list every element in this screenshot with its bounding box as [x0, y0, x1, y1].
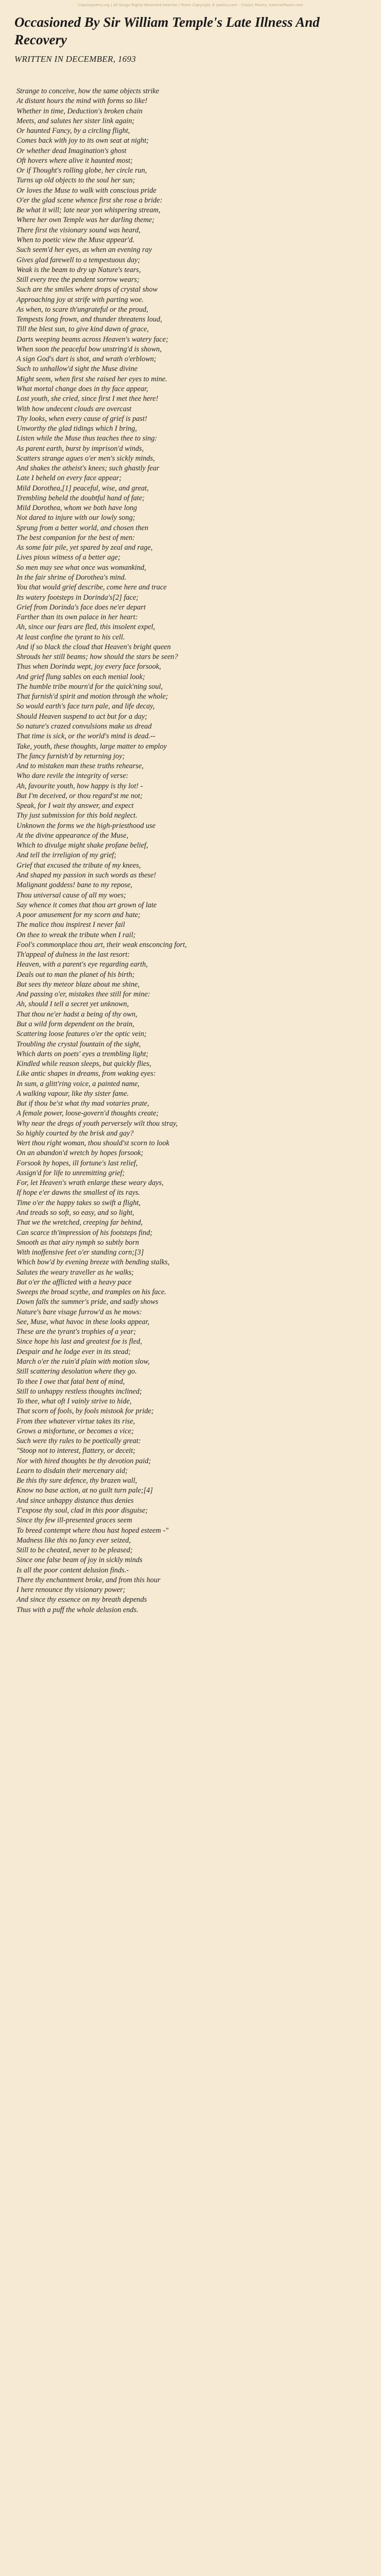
poem-line: I here renounce thy visionary power; [16, 1586, 126, 1595]
poem-line: Assign'd for life to unremitting grief; [16, 1168, 125, 1177]
poem-line: There thy enchantment broke, and from this hour [16, 1575, 161, 1584]
poem-line: So nature's crazed convulsions make us dread [16, 722, 152, 731]
poem-line: Still scattering desolation where they go. [16, 1367, 137, 1376]
poem-line: Approaching joy at strife with parting woe. [16, 295, 144, 304]
poem-line: Thus when Dorinda wept, joy every face forsook, [16, 663, 161, 671]
poem-line: And shaped my passion in such words as these! [16, 871, 157, 879]
poem-line: Which darts on poets' eyes a trembling light; [16, 1049, 149, 1058]
poem-line: When soon the peaceful bow unstring'd is shown, [16, 345, 162, 353]
poem-line: The best companion for the best of men: [16, 533, 135, 542]
poem-line: At distant hours the mind with forms so like! [16, 97, 148, 106]
poem-line: Speak, for I wait thy answer, and expect [16, 802, 134, 810]
poem-line: And treads so soft, so easy, and so light, [16, 1209, 134, 1217]
poem-line: Or whether dead Imagination's ghost [16, 146, 127, 155]
poem-line: Nor with hired thoughts be thy devotion paid; [16, 1456, 151, 1465]
poem-line: Grows a misfortune, or becomes a vice; [16, 1427, 134, 1435]
poem-line: Where her own Temple was her darling theme; [16, 216, 154, 225]
poem-line: Till the blest sun, to give kind dawn of grace, [16, 325, 149, 334]
poem-line: And tell the irreligion of my grief; [16, 851, 117, 860]
poem-line: Since one false beam of joy in sickly minds [16, 1556, 143, 1565]
poem-line: In the fair shrine of Dorothea's mind. [16, 573, 127, 582]
poem-line: Ah, since our fears are fled, this insolent expel, [16, 623, 155, 632]
poem-line: Shrouds her still beams; how should the stars be seen? [16, 653, 178, 662]
poem-line: Turns up old objects to the soul her sun; [16, 176, 135, 185]
poem-line: Time o'er the happy takes so swift a flight, [16, 1198, 141, 1207]
poem-line: But I'm deceived, or thou regard'st me not; [16, 791, 143, 800]
poem-line: When to poetic view the Muse appear'd. [16, 235, 134, 244]
poem-line: Weak is the beam to dry up Nature's tears, [16, 265, 141, 274]
poem-line: Scattering loose features o'er the optic vein; [16, 1030, 147, 1039]
poem-line: Not dared to injure with our lowly song; [16, 514, 135, 522]
poem-line: Such to unhallow'd sight the Muse divine [16, 365, 137, 374]
poem-line: Still to unhappy restless thoughts inclined; [16, 1387, 142, 1396]
poem-line: A female power, loose-govern'd thoughts create; [16, 1109, 159, 1118]
poem-line: Lost youth, she cried, since first I met thee here! [16, 395, 159, 403]
poem-line: Still to be cheated, never to be pleased; [16, 1546, 133, 1555]
poem-line: You that would grief describe, come here and trace [16, 583, 167, 592]
poem-line: And shakes the atheist's knees; such ghastly fear [16, 464, 160, 473]
poem-line: Darts weeping beams across Heaven's watery face; [16, 335, 168, 344]
poem-line: The malice thou inspirest I never fail [16, 921, 125, 929]
poem-line: Unworthy the glad tidings which I bring, [16, 425, 137, 433]
poem-line: Who dare revile the integrity of verse: [16, 772, 129, 781]
poem-line: Can scarce th'impression of his footsteps find; [16, 1228, 153, 1237]
poem-line: And to mistaken man these truths rehearse, [16, 762, 144, 771]
poem-line: Nature's bare visage furrow'd as he mows: [16, 1308, 142, 1316]
poem-line: Smooth as that airy nymph so subtly born [16, 1238, 139, 1247]
poem-line: Or if Thought's rolling globe, her circle run, [16, 166, 147, 175]
poem-line: Mild Dorothea, whom we both have long [16, 504, 137, 513]
poem-line: Its watery footsteps in Dorinda's[2] face; [16, 593, 138, 602]
poem-line: That we the wretched, creeping far behind, [16, 1218, 143, 1227]
poem-line: What mortal change does in thy face appear, [16, 384, 148, 393]
poem-line: To breed contempt where thou hast hoped esteem -" [16, 1526, 169, 1535]
copyright-notice: Classicpoetry.org | All Songs Rights Reserved Internet | Poem Copyright © poetry.com - Classic Poetry, InternetPoem.com [78, 3, 303, 7]
poem-line: Be what it will; late near yon whispering stream, [16, 206, 161, 215]
poem-line: Malignant goddess! bane to my repose, [16, 881, 133, 890]
poem-line: March o'er the ruin'd plain with motion slow, [16, 1358, 150, 1366]
poem-line: Ah, should I tell a secret yet unknown, [16, 1000, 129, 1009]
poem-line: Salutes the weary traveller as he walks; [16, 1268, 134, 1277]
poem-line: But o'er the afflicted with a heavy pace [16, 1278, 132, 1286]
poem-line: But a wild form dependent on the brain, [16, 1020, 134, 1028]
poem-line: Be this thy sure defence, thy brazen wall, [16, 1477, 137, 1485]
poem-line: With how undecent clouds are overcast [16, 404, 132, 413]
poem-line: Heaven, with a parent's eye regarding earth, [16, 960, 148, 969]
poem-line: With inoffensive feet o'er standing corn;[3] [16, 1248, 144, 1257]
poem-line: Wert thou right woman, thou should'st scorn to look [16, 1139, 169, 1148]
poem-line: Forsook by hopes, ill fortune's last relief, [16, 1159, 138, 1167]
poem-line: To thee I owe that fatal bent of mind, [16, 1377, 125, 1386]
poem-line: Thou universal cause of all my woes; [16, 891, 126, 900]
poem-line: Which bow'd by evening breeze with bending stalks, [16, 1258, 170, 1267]
poem-line: Say whence it comes that thou art grown of late [16, 901, 157, 909]
poem-line: A poor amusement for my scorn and hate; [16, 911, 141, 920]
poem-line: Since thy few ill-presented graces seem [16, 1516, 132, 1525]
poem-line: Unknown the forms we the high-priesthood use [16, 821, 156, 830]
poem-line: Fool's commonplace thou art, their weak ensconcing fort, [16, 940, 187, 949]
poem-line: Meets, and salutes her sister link again; [16, 116, 135, 125]
poem-line: T'expose thy soul, clad in this poor disguise; [16, 1506, 148, 1515]
poem-line: Take, youth, these thoughts, large matter to employ [16, 742, 167, 751]
poem-line: To thee, what oft I vainly strive to hide, [16, 1397, 132, 1406]
poem-line: Sweeps the broad scythe, and tramples on his face. [16, 1288, 166, 1297]
poem-line: That furnish'd spirit and motion through the whole; [16, 692, 168, 701]
poem-line: Whether in time, Deduction's broken chain [16, 107, 143, 115]
poem-line: As parent earth, burst by imprison'd winds, [16, 444, 144, 453]
poem-line: The fancy furnish'd by returning joy; [16, 752, 125, 760]
poem-line: Sprung from a better world, and chosen then [16, 523, 149, 532]
poem-line: But sees thy meteor blaze about me shine, [16, 980, 140, 989]
poem-line: On an abandon'd wretch by hopes forsook; [16, 1149, 144, 1158]
poem-line: Mild Dorothea,[1] peaceful, wise, and great, [16, 484, 149, 493]
poem-line: Comes back with joy to its own seat at night; [16, 137, 149, 145]
poem-line: Still every tree the pendent sorrow wears; [16, 276, 140, 284]
poem-line: Oft hovers where alive it haunted most; [16, 156, 133, 165]
poem-line: At the divine appearance of the Muse, [16, 831, 129, 840]
poem-line: That thou ne'er hadst a being of thy own, [16, 1010, 137, 1019]
poem-subtitle: WRITTEN IN DECEMBER, 1693 [14, 54, 136, 64]
poem-line: "Stoop not to interest, flattery, or deceit; [16, 1447, 136, 1455]
poem-title: Occasioned By Sir William Temple's Late Illness And Recovery [14, 14, 320, 47]
poem-line: Since hope his last and greatest foe is fled, [16, 1337, 142, 1346]
poem-line: Might seem, when first she raised her eyes to mine. [16, 375, 167, 383]
poem-line: Troubling the crystal fountain of the sight, [16, 1040, 141, 1048]
poem-line: But if thou be'st what thy mad votaries prate, [16, 1099, 149, 1108]
poem-line: Th'appeal of dulness in the last resort: [16, 951, 130, 959]
poem-line: For, let Heaven's wrath enlarge these weary days, [16, 1179, 164, 1188]
poem-line: Tempests long frown, and thunder threatens loud, [16, 315, 162, 324]
poem-line: Thy just submission for this bold neglect. [16, 811, 137, 820]
poem-line: Thy looks, when every cause of grief is past! [16, 414, 147, 423]
poem-line: Ah, favourite youth, how happy is thy lot! - [16, 782, 143, 790]
poem-line: At least confine the tyrant to his cell. [16, 633, 125, 641]
poem-line: Know no base action, at no guilt turn pale;[4] [16, 1486, 153, 1495]
poem-line: Thus with a puff the whole delusion ends. [16, 1605, 138, 1614]
poem-line: As when, to scare th'ungrateful or the proud, [16, 305, 148, 314]
poem-line: That scorn of fools, by fools mistook for pride; [16, 1407, 154, 1416]
poem-line: Or loves the Muse to walk with conscious pride [16, 186, 157, 195]
poem-line: So would earth's face turn pale, and life decay, [16, 702, 155, 711]
poem-line: Deals out to man the planet of his birth; [16, 970, 135, 979]
poem-line: Scatters strange agues o'er men's sickly minds, [16, 454, 155, 463]
poem-line: Madness like this no fancy ever seized, [16, 1536, 131, 1545]
poem-line: A walking vapour, like thy sister fame. [16, 1089, 129, 1098]
poem-line: See, Muse, what havoc in these looks appear, [16, 1317, 150, 1326]
poem-line: Lives pious witness of a better age; [16, 553, 120, 562]
poem-line: Like antic shapes in dreams, from waking eyes: [16, 1070, 156, 1078]
poem-line: Or haunted Fancy, by a circling flight, [16, 127, 130, 135]
poem-line: And since thy essence on my breath depends [16, 1596, 147, 1604]
poem-line: And passing o'er, mistakes thee still for mine: [16, 990, 150, 999]
poem-line: O'er the glad scene whence first she rose a bride: [16, 196, 163, 205]
poem-line: On thee to wreak the tribute when I rail; [16, 930, 136, 939]
poem-line: Trembling beheld the doubtful hand of fate; [16, 494, 145, 502]
poem-line: The humble tribe mourn'd for the quick'ning soul, [16, 682, 163, 691]
poem-line: That time is sick, or the world's mind is dead.-- [16, 732, 155, 741]
poem-line: Late I beheld on every face appear; [16, 474, 122, 483]
poem-line: As some fair pile, yet spared by zeal and rage, [16, 544, 153, 552]
poem-line: If hope e'er dawns the smallest of its rays. [16, 1189, 141, 1197]
poem-body [16, 87, 367, 1615]
poem-line: Down falls the summer's pride, and sadly shows [16, 1298, 159, 1307]
poem-line: Which to divulge might shake profane belief, [16, 841, 148, 850]
poem-line: In sum, a glitt'ring voice, a painted name, [16, 1079, 140, 1088]
poem-line: From thee whatever virtue takes its rise, [16, 1417, 135, 1426]
poem-line: Farther than its own palace in her heart: [16, 613, 138, 622]
poem-line: There first the visionary sound was heard, [16, 226, 141, 234]
poem-line: And if so black the cloud that Heaven's bright queen [16, 642, 171, 651]
poem-line: Should Heaven suspend to act but for a day; [16, 712, 148, 721]
poem-line: Why near the dregs of youth perversely wilt thou stray, [16, 1119, 178, 1128]
poem-line: Such are the smiles where drops of crystal show [16, 285, 158, 294]
poem-line: Kindled while reason sleeps, but quickly flies, [16, 1060, 151, 1069]
poem-line: Despair and he lodge ever in its stead; [16, 1347, 131, 1356]
poem-line: Learn to disdain their mercenary aid; [16, 1466, 128, 1475]
poem-line: Such seem'd her eyes, as when an evening ray [16, 246, 152, 255]
poem-line: And since unhappy distance thus denies [16, 1496, 134, 1505]
poem-line: Gives glad farewell to a tempestuous day; [16, 256, 141, 264]
poem-line: So highly courted by the brisk and gay? [16, 1129, 134, 1138]
poem-line: Is all the poor content delusion finds.- [16, 1566, 129, 1574]
poem-line: Strange to conceive, how the same objects strike [16, 87, 160, 95]
poem-line: Such were thy rules to be poetically great: [16, 1437, 141, 1446]
poem-line: So men may see what once was womankind, [16, 563, 146, 572]
poem-line: A sign God's dart is shot, and wrath o'erblown; [16, 355, 157, 364]
poem-line: Grief that excused the tribute of my knees, [16, 861, 141, 870]
poem-line: And grief flung sables on each menial look; [16, 672, 145, 681]
poem-line: Listen while the Muse thus teaches thee to sing: [16, 434, 158, 443]
poem-line: Grief from Dorinda's face does ne'er depart [16, 603, 146, 612]
poem-line: These are the tyrant's trophies of a year; [16, 1328, 136, 1336]
